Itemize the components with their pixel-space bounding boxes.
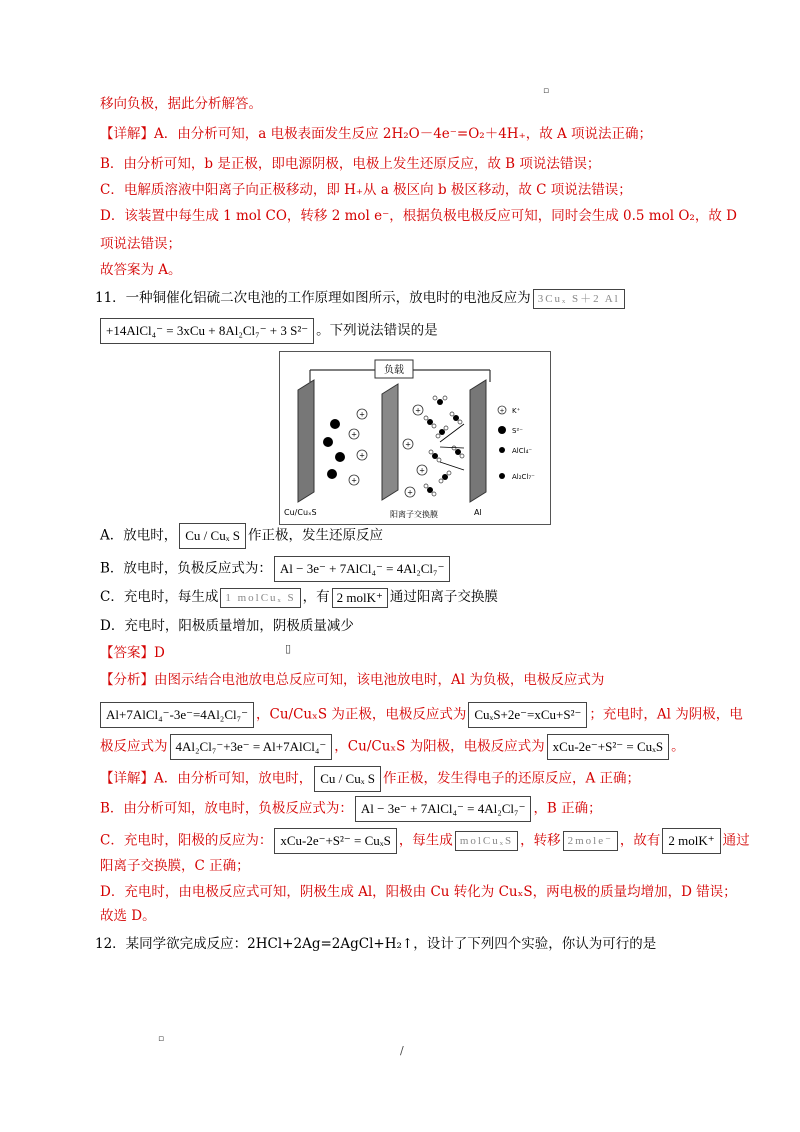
svg-text:+: +: [351, 476, 357, 485]
right-electrode: [470, 380, 486, 502]
footer-left-mark: ▫: [158, 1034, 165, 1044]
detail-line: D．充电时，由电极反应式可知，阴极生成 Al，阳极由 Cu 转化为 CuₓS，两电极的质量均增加，D 错误；: [100, 884, 737, 900]
section-tag: 【详解】: [100, 126, 154, 142]
equation-box: CuₓS+2e⁻=xCu+S²⁻: [468, 702, 587, 728]
detail-line: 故选 D。: [100, 908, 156, 924]
text-span: A．由分析可知，a 电极表面发生反应 2H₂O－4e⁻=O₂＋4H₊，故 A 项说法正确；: [154, 126, 653, 142]
text-span: A．由分析可知，放电时，: [154, 770, 313, 787]
answer-value: D: [154, 645, 165, 661]
text-line: [100, 124, 652, 144]
text-span: 由图示结合电池放电总反应可知，该电池放电时，Al 为负极，电极反应式为: [154, 672, 605, 688]
text-span: A．放电时，: [100, 527, 178, 544]
analysis-line: [100, 670, 604, 690]
question-11-stem-cont: [100, 318, 438, 344]
legend-s-label: S²⁻: [512, 427, 523, 435]
analysis-line: [100, 734, 685, 760]
section-tag: 【答案】: [100, 645, 154, 661]
option-d: D．充电时，阳极质量增加，阴极质量减少: [100, 618, 354, 634]
svg-text:+: +: [419, 466, 425, 475]
text-span: ，Cu/CuₓS 为正极，电极反应式为: [256, 706, 467, 723]
legend-al2cl7-label: Al₂Cl₇⁻: [512, 473, 535, 481]
text-line: 移向负极，据此分析解答。: [100, 96, 262, 112]
left-electrode-label: Cu/CuₓS: [284, 508, 317, 517]
battery-diagram: [279, 351, 551, 525]
text-span: 作正极，发生得电子的还原反应，A 正确；: [382, 770, 641, 787]
equation-box: 2 molK⁺: [662, 828, 720, 854]
equation-box: molCuₓS: [455, 831, 518, 851]
text-span: C．充电时，每生成: [100, 589, 219, 605]
text-span: 作正极，发生还原反应: [247, 527, 383, 544]
text-line: 项说法错误；: [100, 236, 181, 252]
text-span: ，Cu/CuₓS 为阳极，电极反应式为: [334, 738, 545, 755]
text-span: C．充电时，阳极的反应为：: [100, 832, 273, 849]
s2-ion: [323, 437, 333, 447]
text-span: 极反应式为: [100, 738, 168, 755]
equation-box: 1 molCuₓ S: [220, 588, 300, 608]
option-c: [100, 587, 498, 608]
s2-ion: [330, 419, 340, 429]
text-span: 通过阳离子交换膜: [389, 589, 498, 605]
answer-mark: ▯: [285, 642, 292, 655]
text-span: B．由分析可知，放电时，负极反应式为：: [100, 800, 353, 817]
equation-box: Al − 3e⁻ + 7AlCl₄⁻ = 4Al₂Cl₇⁻: [274, 556, 451, 582]
equation-box: xCu-2e⁻+S²⁻ = CuₓS: [547, 734, 669, 760]
equation-box: 2 molK⁺: [332, 588, 388, 608]
legend-k-label: K⁺: [512, 407, 521, 415]
text-line: B．由分析可知，b 是正极，即电源阴极，电极上发生还原反应，故 B 项说法错误；: [100, 156, 601, 172]
page-mark: /: [400, 1044, 404, 1057]
detail-line: [100, 828, 750, 854]
text-line: D．该装置中每生成 1 mol CO，转移 2 mol e⁻，根据负极电极反应可知，同时会生成 0.5 mol O₂，故 D: [100, 208, 737, 224]
detail-line: 阳离子交换膜，C 正确；: [100, 858, 250, 874]
legend-alcl4-label: AlCl₄⁻: [512, 447, 533, 455]
text-span: 。下列说法错误的是: [316, 322, 438, 339]
text-span: 。: [671, 738, 685, 755]
s2-ion: [335, 452, 345, 462]
text-span: ，故有: [619, 832, 661, 849]
legend-al2cl7-symbol: [499, 473, 505, 479]
text-span: ，B 正确；: [533, 800, 602, 817]
svg-text:+: +: [407, 488, 413, 497]
equation-box: Cu / Cuₓ S: [179, 523, 246, 549]
svg-text:+: +: [405, 440, 411, 449]
legend-alcl4-symbol: [499, 447, 505, 453]
equation-box: Cu / Cuₓ S: [314, 766, 381, 792]
membrane: [382, 384, 398, 500]
detail-line: [100, 796, 602, 822]
svg-text:+: +: [359, 451, 365, 460]
equation-box: xCu-2e⁻+S²⁻ = CuₓS: [274, 828, 396, 854]
equation-box: +14AlCl₄⁻ = 3xCu + 8Al₂Cl₇⁻ + 3 S²⁻: [100, 318, 314, 344]
text-span: ，有: [302, 589, 330, 605]
left-electrode: [298, 380, 314, 502]
text-span: 11．一种铜催化铝硫二次电池的工作原理如图所示，放电时的电池反应为: [95, 290, 531, 306]
svg-text:+: +: [351, 430, 357, 439]
question-12-stem: 12．某同学欲完成反应：2HCl+2Ag=2AgCl+H₂↑，设计了下列四个实验，你认为可行的是: [95, 936, 657, 952]
text-line: C．电解质溶液中阳离子向正极移动，即 H₊从 a 极区向 b 极区移动，故 C 项说法错误；: [100, 182, 632, 198]
answer-line: [100, 643, 165, 663]
svg-text:+: +: [359, 410, 365, 419]
detail-line: [100, 766, 640, 792]
text-span: 通过: [722, 832, 750, 849]
text-span: ，转移: [520, 832, 561, 849]
equation-box: 3Cuₓ S＋2 Al: [533, 289, 625, 309]
load-label: 负载: [384, 365, 404, 376]
membrane-label: 阳离子交换膜: [390, 510, 438, 519]
text-line: 故答案为 A。: [100, 262, 182, 278]
analysis-line: [100, 702, 743, 728]
option-a: [100, 523, 383, 549]
text-span: B．放电时，负极反应式为：: [100, 560, 272, 577]
legend-s-symbol: [498, 426, 506, 434]
battery-diagram-svg: [280, 352, 550, 524]
svg-text:+: +: [415, 406, 421, 415]
top-marker: ▫: [543, 86, 550, 96]
s2-ion: [327, 469, 337, 479]
legend-k-plus: +: [499, 407, 505, 415]
right-electrode-label: Al: [474, 508, 482, 517]
text-span: ；充电时，Al 为阴极，电: [589, 706, 743, 723]
equation-box: Al − 3e⁻ + 7AlCl₄⁻ = 4Al₂Cl₇⁻: [355, 796, 532, 822]
equation-box: Al+7AlCl₄⁻-3e⁻=4Al₂Cl₇⁻: [100, 702, 254, 728]
option-b: [100, 556, 452, 582]
question-11-stem: [95, 288, 627, 309]
text-span: ，每生成: [398, 832, 453, 849]
equation-box: 4Al₂Cl₇⁻+3e⁻ = Al+7AlCl₄⁻: [170, 734, 333, 760]
equation-box: 2mole⁻: [563, 831, 618, 851]
section-tag: 【详解】: [100, 770, 154, 787]
section-tag: 【分析】: [100, 672, 154, 688]
alcl-clusters: [427, 399, 461, 493]
